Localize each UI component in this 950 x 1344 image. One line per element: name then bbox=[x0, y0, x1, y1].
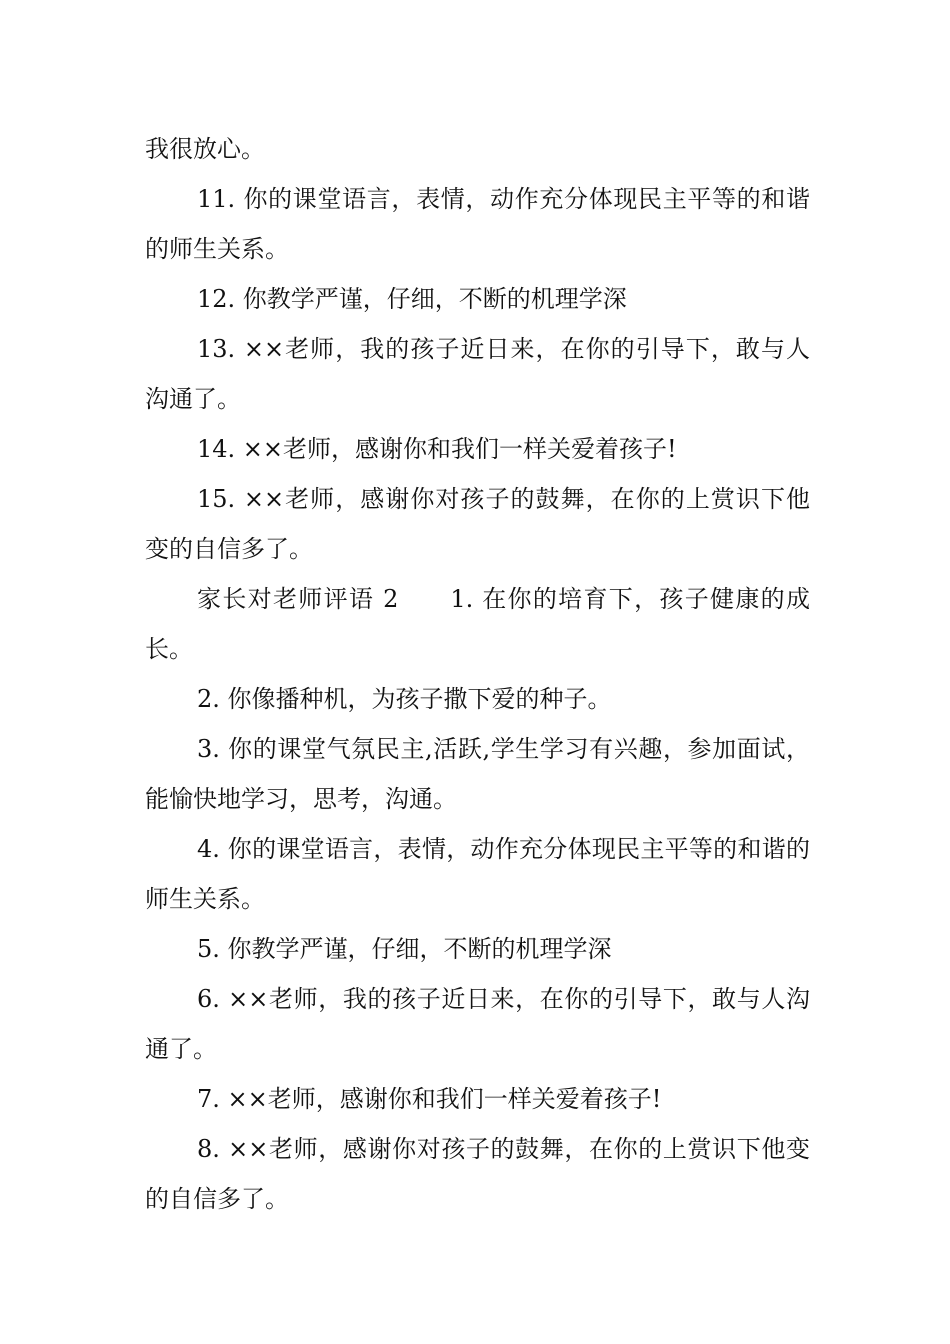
paragraph-item-13: 13. ××老师，我的孩子近日来，在你的引导下，敢与人沟通了。 bbox=[145, 335, 810, 413]
paragraph-item-8: 8. ××老师，感谢你对孩子的鼓舞，在你的上赏识下他变的自信多了。 bbox=[145, 1135, 810, 1213]
paragraph-item-2: 2. 你像播种机，为孩子撒下爱的种子。 bbox=[197, 685, 612, 713]
paragraph-section-2-item-1: 家长对老师评语 2 1. 在你的培育下，孩子健康的成长。 bbox=[145, 585, 810, 663]
paragraph-item-12: 12. 你教学严谨，仔细，不断的机理学深 bbox=[197, 285, 627, 313]
paragraph-continuation: 我很放心。 bbox=[145, 135, 265, 163]
document-body bbox=[145, 124, 810, 1224]
paragraph-item-5: 5. 你教学严谨，仔细，不断的机理学深 bbox=[197, 935, 612, 963]
paragraph-item-6: 6. ××老师，我的孩子近日来，在你的引导下，敢与人沟通了。 bbox=[145, 985, 810, 1063]
paragraph-item-11: 11. 你的课堂语言，表情，动作充分体现民主平等的和谐的师生关系。 bbox=[145, 185, 810, 263]
paragraph-item-14: 14. ××老师，感谢你和我们一样关爱着孩子! bbox=[197, 435, 677, 463]
paragraph-item-4: 4. 你的课堂语言，表情，动作充分体现民主平等的和谐的师生关系。 bbox=[145, 835, 810, 913]
paragraph-item-7: 7. ××老师，感谢你和我们一样关爱着孩子! bbox=[197, 1085, 662, 1113]
paragraph-item-15: 15. ××老师，感谢你对孩子的鼓舞，在你的上赏识下他变的自信多了。 bbox=[145, 485, 810, 563]
paragraph-item-3: 3. 你的课堂气氛民主,活跃,学生学习有兴趣，参加面试，能愉快地学习，思考，沟通。 bbox=[145, 735, 810, 813]
